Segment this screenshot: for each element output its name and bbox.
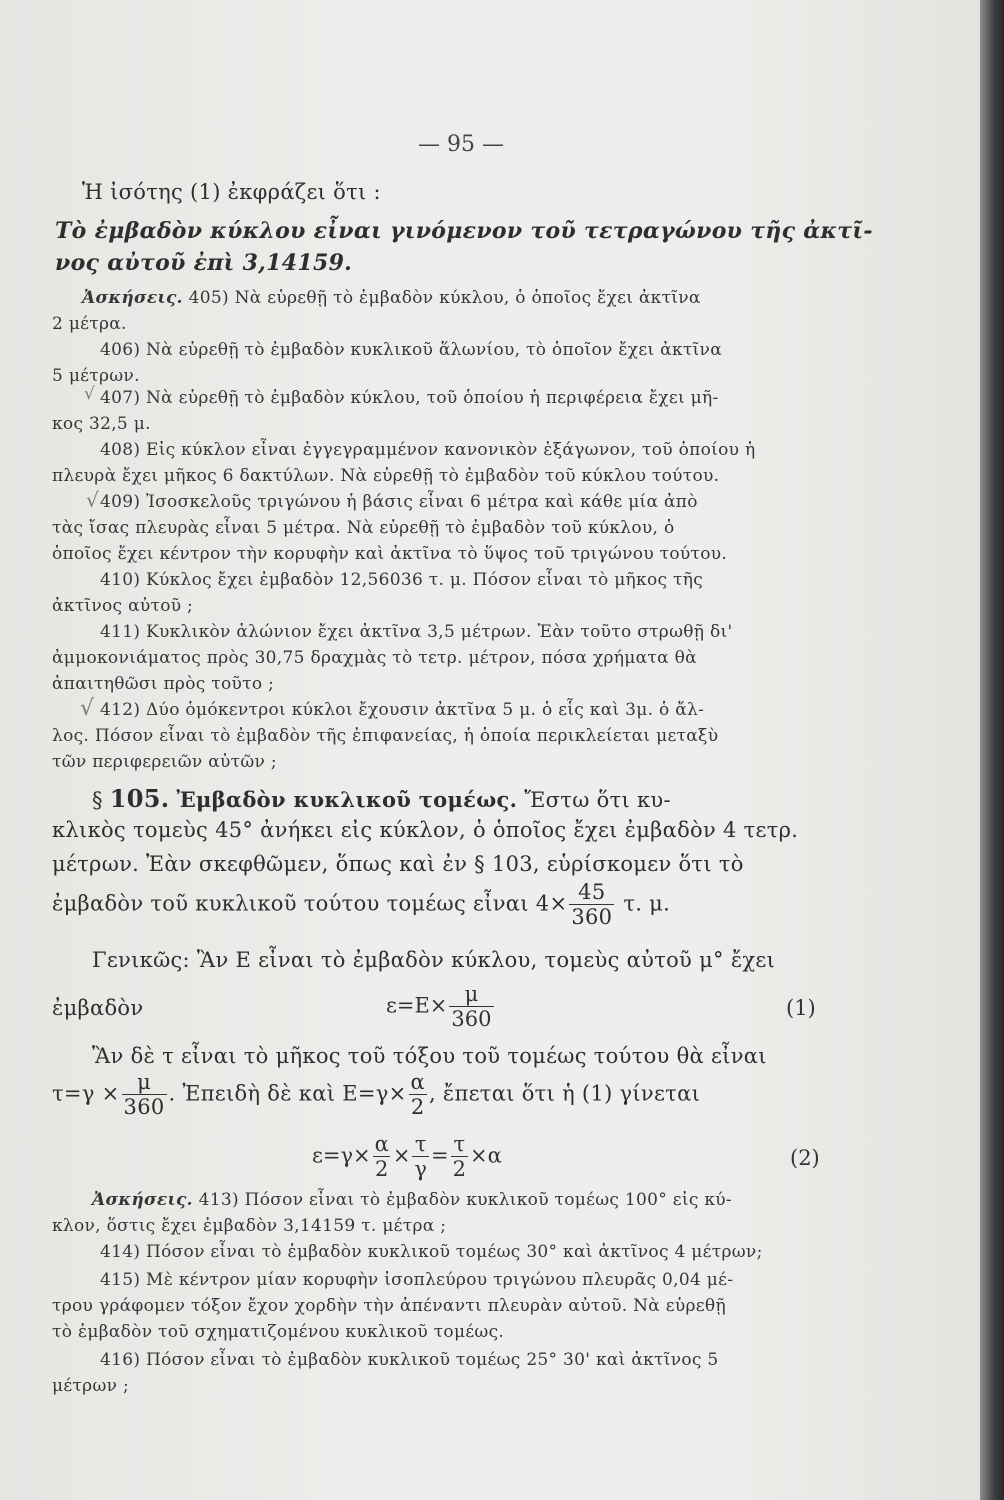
exercise-408-line-1: 408) Εἰς κύκλον εἶναι ἐγγεγραμμένον κανονικὸν ἑξάγωνον, τοῦ ὁποίου ἡ (100, 440, 756, 460)
exercise-407-line-2: κος 32,5 μ. (52, 414, 151, 434)
fraction-numerator: τ (414, 1132, 427, 1156)
exercise-412-line-2: λος. Πόσον εἶναι τὸ ἐμβαδὸν τῆς ἐπιφανείας, ἡ ὁποία περικλείεται μεταξὺ (52, 726, 719, 746)
fraction-45-over-360 (569, 882, 614, 928)
exercise-405-line-1 (82, 288, 701, 308)
intro-line: Ἡ ἰσότης (1) ἐκφράζει ὅτι : (82, 180, 381, 204)
exercise-413-line-1 (92, 1190, 732, 1210)
fraction-denominator: γ (414, 1157, 427, 1181)
equation-1-tag: (1) (786, 996, 816, 1020)
fraction-numerator: α (410, 1070, 425, 1094)
fraction-denominator: 360 (571, 905, 613, 929)
equation-2-tag: (2) (790, 1146, 820, 1170)
arc-lhs: τ=γ × (52, 1081, 120, 1106)
check-mark-409: √ (86, 488, 99, 512)
fraction-alpha-over-2 (373, 1134, 391, 1180)
exercise-412-line-3: τῶν περιφερειῶν αὐτῶν ; (52, 752, 277, 772)
section-symbol: § (92, 788, 103, 812)
theorem-line-1: Τὸ ἐμβαδὸν κύκλου εἶναι γινόμενον τοῦ τετραγώνου τῆς ἀκτῖ- (55, 218, 873, 244)
arc-rest: , ἔπεται ὅτι ἡ (1) γίνεται (428, 1081, 701, 1106)
eq2-part-c: = (430, 1143, 449, 1168)
fraction-denominator: 360 (451, 1007, 492, 1031)
general-line-2: ἐμβαδὸν (52, 996, 144, 1020)
exercise-411-line-1: 411) Κυκλικὸν ἁλώνιον ἔχει ἀκτῖνα 3,5 μέτρων. Ἐὰν τοῦτο στρωθῇ δι' (100, 622, 733, 642)
fraction-tau-over-2 (451, 1134, 468, 1180)
eq2-part-d: ×α (469, 1143, 502, 1168)
exercise-405-line-2: 2 μέτρα. (52, 314, 127, 334)
general-line-1: Γενικῶς: Ἂν Ε εἶναι τὸ ἐμβαδὸν κύκλου, τομεὺς αὐτοῦ μ° ἔχει (92, 948, 776, 972)
fraction-tau-over-gamma (412, 1134, 429, 1180)
exercise-410-line-2: ἀκτῖνος αὐτοῦ ; (52, 596, 194, 616)
arc-line-1: Ἂν δὲ τ εἶναι τὸ μῆκος τοῦ τόξου τοῦ τομέως τούτου θὰ εἶναι (92, 1044, 767, 1068)
arc-mid: . Ἐπειδὴ δὲ καὶ Ε=γ× (168, 1081, 407, 1106)
equation-2 (312, 1134, 502, 1180)
fraction-mu-over-360 (122, 1072, 167, 1118)
eq2-part-a: ε=γ× (312, 1143, 371, 1168)
exercise-414: 414) Πόσον εἶναι τὸ ἐμβαδὸν κυκλικοῦ τομέως 30° καὶ ἀκτῖνος 4 μέτρων; (100, 1242, 763, 1262)
arc-line-2 (52, 1072, 700, 1118)
check-mark-412: √ (80, 696, 95, 721)
exercise-411-line-3: ἀπαιτηθῶσι πρὸς τοῦτο ; (52, 674, 275, 694)
exercise-410-line-1: 410) Κύκλος ἔχει ἐμβαδὸν 12,56036 τ. μ. Πόσον εἶναι τὸ μῆκος τῆς (100, 570, 704, 590)
exercise-415-line-2: τρου γράφομεν τόξον ἔχον χορδὴν τὴν ἀπέναντι πλευρὰν αὐτοῦ. Νὰ εὑρεθῇ (52, 1296, 726, 1316)
section-line-4 (52, 882, 670, 928)
fraction-mu-over-360 (449, 984, 493, 1030)
sector-area-text: ἐμβαδὸν τοῦ κυκλικοῦ τούτου τομέως εἶναι 4× (52, 891, 568, 916)
fraction-numerator: μ (464, 982, 479, 1006)
page-edge-shadow (980, 0, 1004, 1500)
exercise-413-line-2: κλον, ὅστις ἔχει ἐμβαδὸν 3,14159 τ. μέτρα ; (52, 1216, 447, 1236)
section-line-3: μέτρων. Ἐὰν σκεφθῶμεν, ὅπως καὶ ἐν § 103, εὑρίσκομεν ὅτι τὸ (52, 852, 744, 876)
equation-1 (386, 984, 496, 1030)
section-line-1-rest: Ἔστω ὅτι κυ- (524, 788, 671, 812)
exercise-409-line-2: τὰς ἴσας πλευρὰς εἶναι 5 μέτρα. Νὰ εὑρεθῇ τὸ ἐμβαδὸν τοῦ κύκλου, ὁ (52, 518, 675, 538)
section-heading-line (92, 784, 671, 813)
exercises-label: Ἀσκήσεις. (92, 1190, 193, 1210)
check-mark-407: √ (84, 384, 95, 404)
fraction-denominator: 360 (123, 1095, 165, 1119)
exercises-label: Ἀσκήσεις. (82, 288, 183, 308)
fraction-numerator: 45 (578, 880, 606, 904)
section-line-2: κλικὸς τομεὺς 45° ἀνήκει εἰς κύκλον, ὁ ὁποῖος ἔχει ἐμβαδὸν 4 τετρ. (52, 818, 799, 842)
exercise-409-line-1: 409) Ἰσοσκελοῦς τριγώνου ἡ βάσις εἶναι 6 μέτρα καὶ κάθε μία ἀπὸ (100, 492, 698, 512)
exercise-412-line-1: 412) Δύο ὁμόκεντροι κύκλοι ἔχουσιν ἀκτῖνα 5 μ. ὁ εἷς καὶ 3μ. ὁ ἄλ- (100, 700, 705, 720)
exercise-407-line-1: 407) Νὰ εὑρεθῇ τὸ ἐμβαδὸν κύκλου, τοῦ ὁποίου ἡ περιφέρεια ἔχει μῆ- (100, 388, 719, 408)
fraction-numerator: α (374, 1132, 389, 1156)
exercise-405-text: 405) Νὰ εὑρεθῇ τὸ ἐμβαδὸν κύκλου, ὁ ὁποῖος ἔχει ἀκτῖνα (188, 288, 701, 308)
exercise-413-text: 413) Πόσον εἶναι τὸ ἐμβαδὸν κυκλικοῦ τομέως 100° εἰς κύ- (198, 1190, 732, 1210)
eq1-lhs: ε=Ε× (386, 993, 448, 1018)
exercise-406-line-2: 5 μέτρων. (52, 366, 140, 386)
fraction-numerator: μ (137, 1070, 152, 1094)
fraction-denominator: 2 (410, 1095, 425, 1119)
exercise-411-line-2: ἀμμοκονιάματος πρὸς 30,75 δραχμὰς τὸ τετρ. μέτρον, πόσα χρήματα θὰ (52, 648, 697, 668)
section-number: 105. (109, 784, 170, 813)
exercise-416-line-1: 416) Πόσον εἶναι τὸ ἐμβαδὸν κυκλικοῦ τομέως 25° 30' καὶ ἀκτῖνος 5 (100, 1350, 719, 1370)
eq2-part-b: × (392, 1143, 411, 1168)
page-number: — 95 — (418, 132, 504, 157)
exercise-416-line-2: μέτρων ; (52, 1376, 129, 1396)
fraction-numerator: τ (453, 1132, 466, 1156)
exercise-415-line-3: τὸ ἐμβαδὸν τοῦ σχηματιζομένου κυκλικοῦ τομέως. (52, 1322, 505, 1342)
fraction-denominator: 2 (452, 1157, 466, 1181)
area-unit: τ. μ. (623, 891, 671, 916)
section-title: Ἐμβαδὸν κυκλικοῦ τομέως. (176, 787, 518, 812)
fraction-alpha-over-2 (409, 1072, 427, 1118)
exercise-415-line-1: 415) Μὲ κέντρον μίαν κορυφὴν ἰσοπλεύρου τριγώνου πλευρᾶς 0,04 μέ- (100, 1270, 734, 1290)
exercise-406-line-1: 406) Νὰ εὑρεθῇ τὸ ἐμβαδὸν κυκλικοῦ ἅλωνίου, τὸ ὁποῖον ἔχει ἀκτῖνα (100, 340, 722, 360)
exercise-409-line-3: ὁποῖος ἔχει κέντρον τὴν κορυφὴν καὶ ἀκτῖνα τὸ ὕψος τοῦ τριγώνου τούτου. (52, 544, 728, 564)
fraction-denominator: 2 (375, 1157, 389, 1181)
theorem-line-2: νος αὐτοῦ ἐπὶ 3,14159. (55, 250, 353, 276)
exercise-408-line-2: πλευρὰ ἔχει μῆκος 6 δακτύλων. Νὰ εὑρεθῇ τὸ ἐμβαδὸν τοῦ κύκλου τούτου. (52, 466, 720, 486)
